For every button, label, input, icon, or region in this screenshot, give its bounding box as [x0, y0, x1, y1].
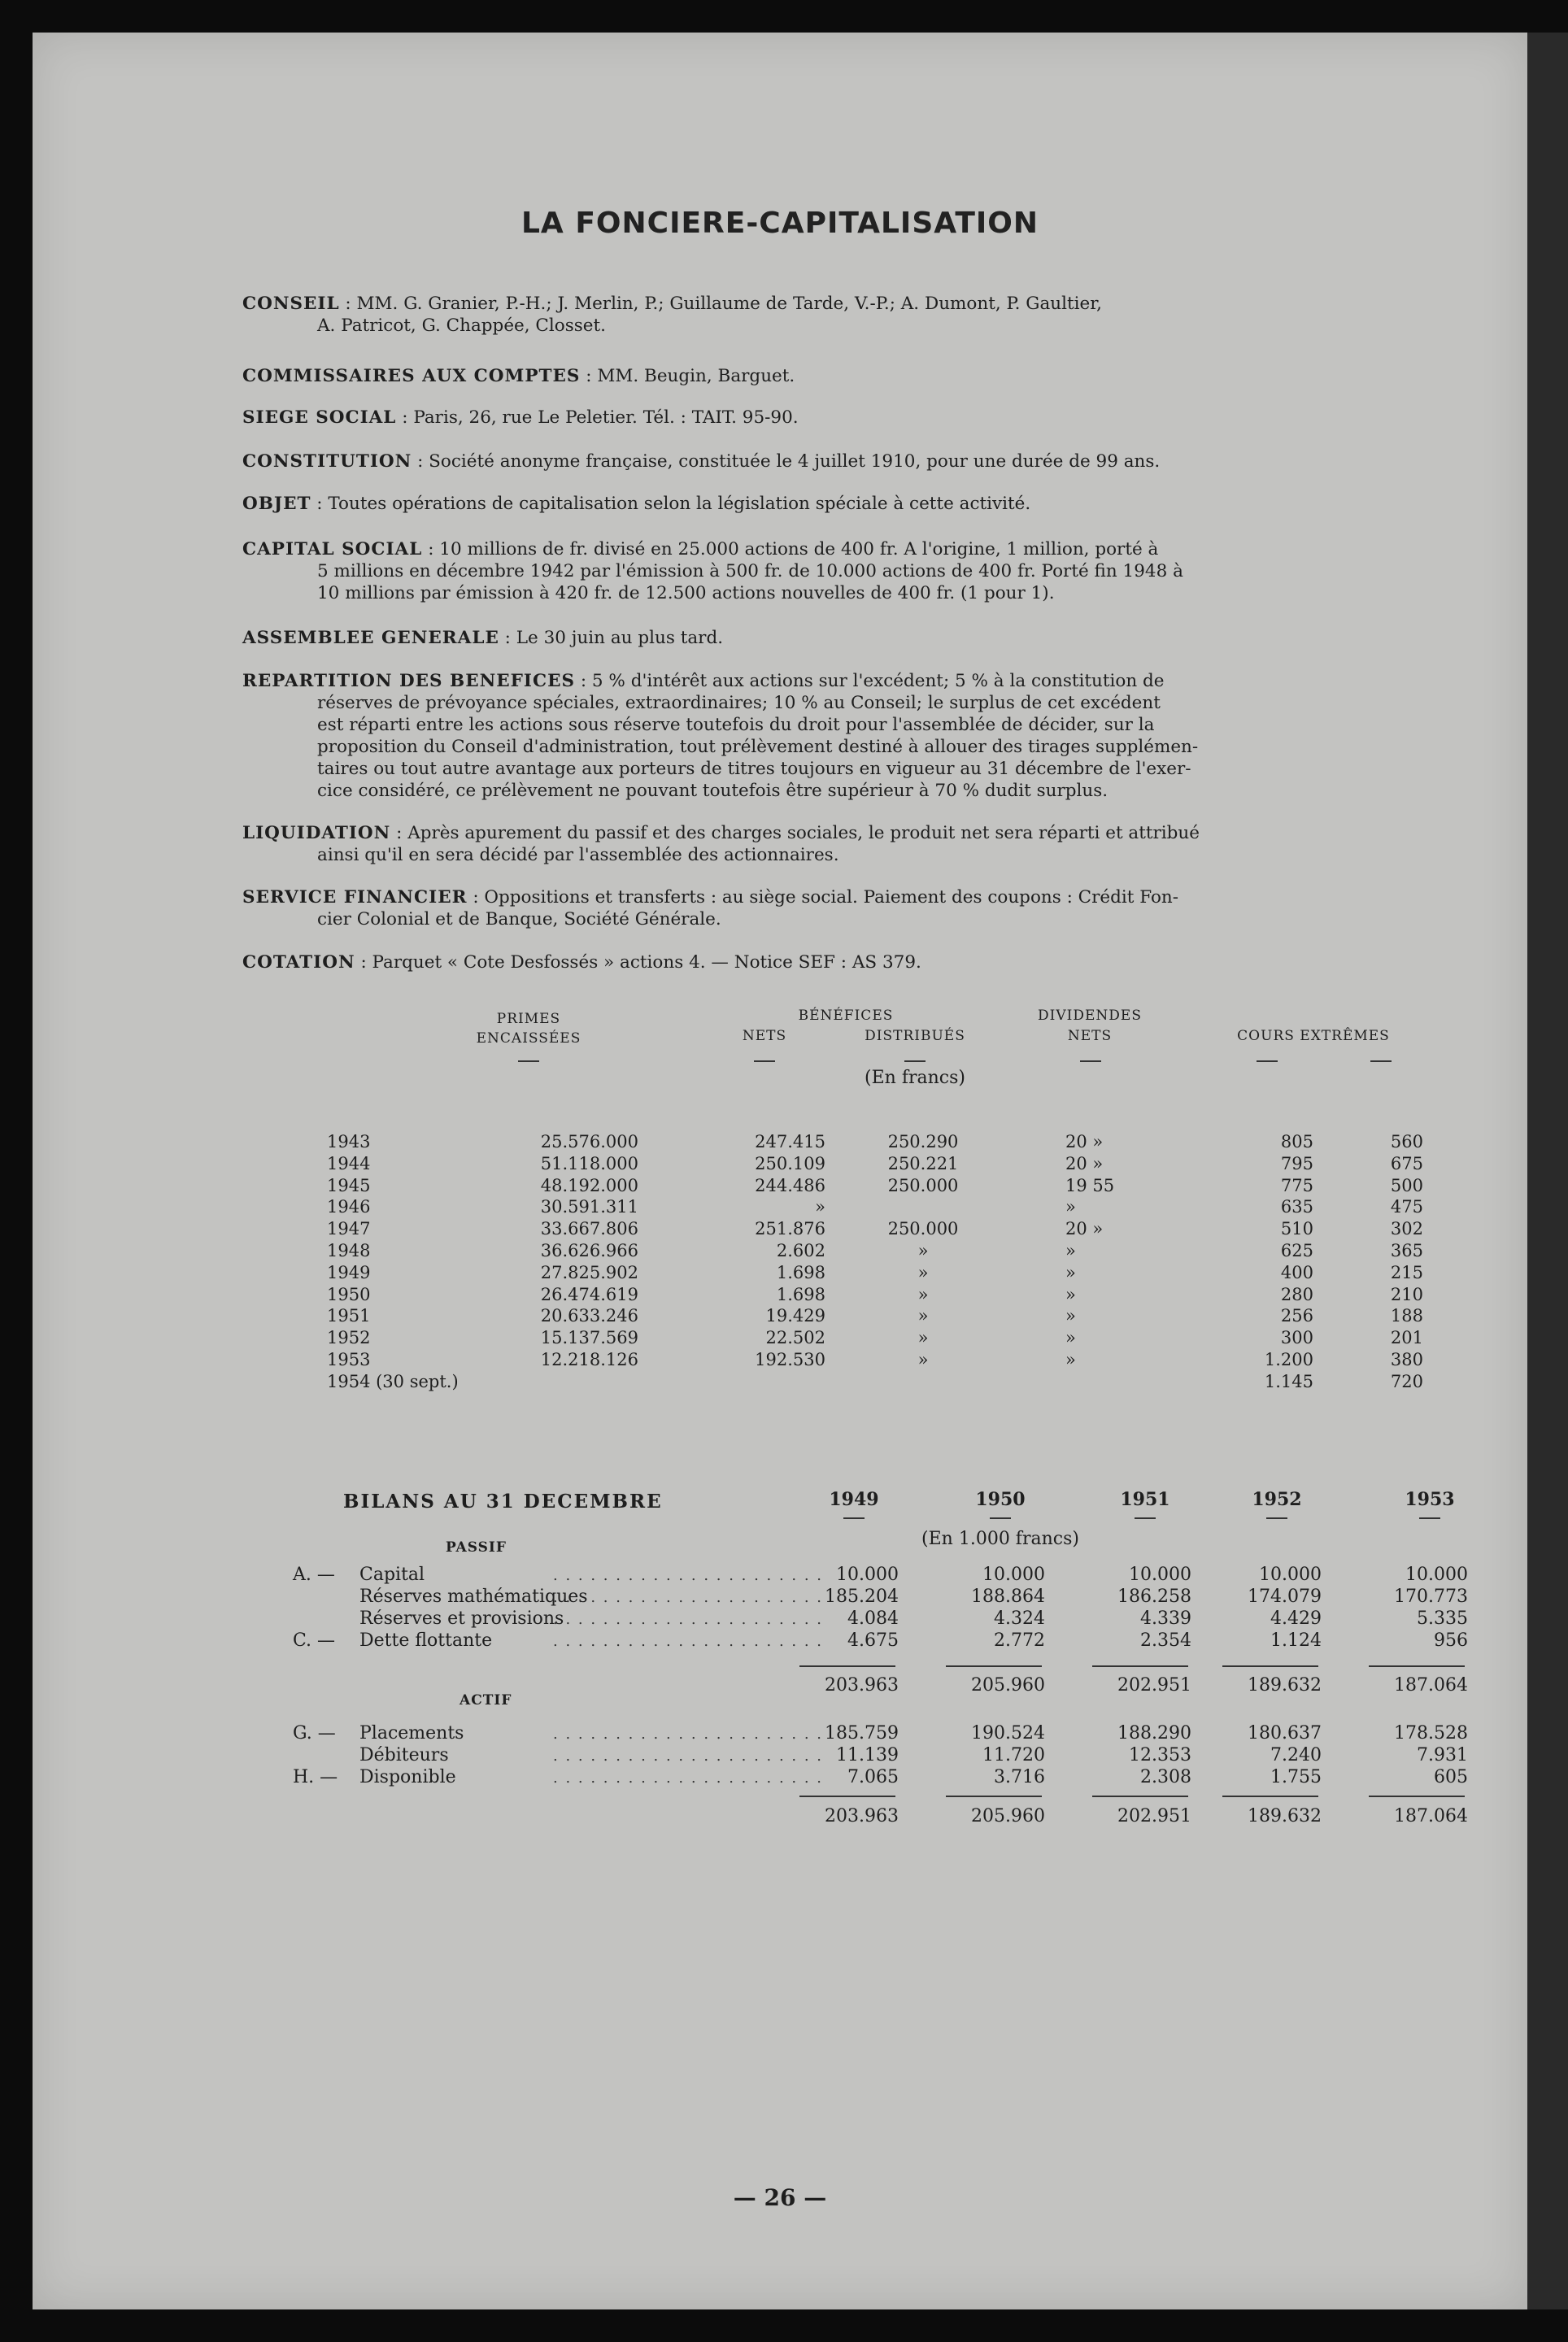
conseil-label: CONSEIL [242, 294, 340, 314]
header-dividendes: DIVIDENDES [1038, 1008, 1142, 1024]
stats-cell-year: 1944 [327, 1153, 371, 1173]
bilans-value: 10.000 [1129, 1565, 1191, 1585]
total-rule [946, 1796, 1042, 1797]
stats-cell-high: 1.200 [1264, 1350, 1313, 1369]
bilans-value: 188.290 [1117, 1723, 1191, 1743]
stats-cell-dist: » [917, 1241, 929, 1260]
stats-cell-dist: 250.000 [887, 1219, 959, 1239]
assemblee-text: : Le 30 juin au plus tard. [499, 628, 724, 648]
leader-dots: . . . . . . . . . . . . . . . . . . . . . . [553, 1567, 824, 1584]
bilans-value: 7.931 [1417, 1745, 1468, 1765]
stats-cell-primes: 27.825.902 [540, 1262, 638, 1282]
bilans-value: 178.528 [1394, 1723, 1468, 1743]
header-primes: PRIMES ENCAISSÉES [476, 1011, 581, 1047]
bilans-title: BILANS AU 31 DECEMBRE [343, 1491, 663, 1513]
leader-dots: . . . . . . . . . . . . . . . . . . . . . . [553, 1633, 824, 1650]
bilans-value: 5.335 [1417, 1608, 1468, 1629]
bilans-value: 11.139 [836, 1745, 899, 1765]
service-paragraph [242, 886, 1495, 930]
conseil-paragraph [242, 293, 1495, 337]
constitution-label: CONSTITUTION [242, 451, 412, 472]
bilans-value: 2.354 [1140, 1630, 1191, 1651]
header-dash [518, 1060, 539, 1062]
stats-cell-div: 19 55 [1065, 1175, 1115, 1195]
stats-cell-div: » [1065, 1284, 1076, 1304]
row-label: Dette flottante [359, 1630, 493, 1651]
stats-cell-low: 380 [1390, 1350, 1423, 1369]
repartition-text-3: est réparti entre les actions sous réserve toutefois du droit pour l'assemblée de décider, sur la [317, 715, 1155, 735]
repartition-paragraph [242, 670, 1495, 802]
stats-cell-primes: 51.118.000 [540, 1153, 638, 1173]
stats-cell-nets: » [815, 1197, 825, 1217]
row-prefix: A. — [293, 1565, 335, 1585]
document-page [33, 33, 1527, 2309]
stats-cell-high: 795 [1280, 1153, 1313, 1173]
bilans-total: 202.951 [1117, 1675, 1191, 1696]
stats-cell-low: 201 [1390, 1328, 1423, 1348]
row-label: Placements [359, 1723, 464, 1743]
bilans-value: 4.324 [994, 1608, 1045, 1629]
bilans-value: 185.204 [825, 1587, 899, 1607]
year-dash [1266, 1517, 1287, 1519]
stats-cell-dist: 250.000 [887, 1175, 959, 1195]
bilans-year: 1949 [829, 1489, 879, 1510]
stats-cell-nets: 244.486 [755, 1175, 825, 1195]
stats-cell-div: 20 » [1065, 1132, 1104, 1151]
stats-unit: (En francs) [865, 1068, 965, 1088]
stats-cell-year: 1946 [327, 1197, 371, 1217]
bilans-value: 10.000 [1405, 1565, 1468, 1585]
row-prefix: C. — [293, 1630, 336, 1651]
stats-cell-div: 20 » [1065, 1153, 1104, 1173]
total-rule [1092, 1796, 1188, 1797]
liquidation-text-2: ainsi qu'il en sera décidé par l'assemblée des actionnaires. [317, 845, 839, 865]
stats-cell-dist: » [917, 1350, 929, 1369]
stats-cell-dist: 250.290 [887, 1132, 959, 1151]
row-prefix: G. — [293, 1723, 336, 1743]
bilans-total: 187.064 [1394, 1675, 1468, 1696]
stats-cell-dist: » [917, 1262, 929, 1282]
stats-cell-div: 20 » [1065, 1219, 1104, 1239]
bilans-value: 4.429 [1270, 1608, 1322, 1629]
bilans-value: 956 [1434, 1630, 1468, 1651]
assemblee-label: ASSEMBLEE GENERALE [242, 628, 499, 648]
stats-cell-low: 675 [1390, 1153, 1423, 1173]
total-rule [1369, 1796, 1465, 1797]
header-dash [904, 1060, 926, 1062]
commissaires-label: COMMISSAIRES AUX COMPTES [242, 366, 581, 386]
bilans-value: 1.124 [1270, 1630, 1322, 1651]
bilans-value: 11.720 [982, 1745, 1045, 1765]
stats-cell-low: 475 [1390, 1197, 1423, 1217]
assemblee-paragraph [242, 627, 1495, 649]
leader-dots: . . . . . . . . . . . . . . . . . . . . . . [553, 1611, 824, 1628]
stats-cell-low: 560 [1390, 1132, 1423, 1151]
repartition-text-6: cice considéré, ce prélèvement ne pouvant toutefois être supérieur à 70 % dudit surplus. [317, 781, 1108, 801]
stats-cell-high: 775 [1280, 1175, 1313, 1195]
stats-cell-primes: 15.137.569 [540, 1328, 638, 1348]
header-benefices: BÉNÉFICES [798, 1008, 894, 1024]
stats-cell-primes: 26.474.619 [540, 1284, 638, 1304]
bilans-value: 4.675 [847, 1630, 899, 1651]
stats-cell-div: » [1065, 1262, 1076, 1282]
siege-text: : Paris, 26, rue Le Peletier. Tél. : TAIT. 95-90. [396, 407, 799, 428]
stats-cell-div: » [1065, 1241, 1076, 1260]
constitution-text: : Société anonyme française, constituée le 4 juillet 1910, pour une durée de 99 ans. [412, 451, 1161, 472]
commissaires-text: : MM. Beugin, Barguet. [580, 366, 795, 386]
bilans-year: 1951 [1120, 1489, 1170, 1510]
passif-label: PASSIF [446, 1539, 507, 1556]
year-dash [843, 1517, 865, 1519]
stats-cell-dist: » [917, 1306, 929, 1326]
total-rule [946, 1665, 1042, 1667]
bilans-total: 205.960 [971, 1806, 1045, 1826]
bilans-value: 174.079 [1248, 1587, 1322, 1607]
row-label: Réserves et provisions [359, 1608, 564, 1629]
header-div-nets: NETS [1067, 1028, 1113, 1044]
bilans-value: 12.353 [1129, 1745, 1191, 1765]
leader-dots: . . . . . . . . . . . . . . . . . . . . . . [553, 1589, 824, 1606]
liquidation-label: LIQUIDATION [242, 823, 391, 843]
stats-cell-year: 1952 [327, 1328, 371, 1348]
stats-cell-dist: » [917, 1328, 929, 1348]
total-rule [1369, 1665, 1465, 1667]
repartition-text-4: proposition du Conseil d'administration, tout prélèvement destiné à allouer des tirages supplémen- [317, 737, 1199, 757]
header-nets: NETS [742, 1028, 787, 1044]
stats-cell-primes: 48.192.000 [540, 1175, 638, 1195]
total-rule [799, 1665, 895, 1667]
constitution-paragraph [242, 451, 1495, 472]
stats-cell-low: 302 [1390, 1219, 1423, 1239]
header-distribues: DISTRIBUÉS [865, 1028, 965, 1044]
cotation-paragraph [242, 951, 1495, 973]
bilans-year: 1950 [975, 1489, 1026, 1510]
bilans-value: 1.755 [1270, 1767, 1322, 1787]
leader-dots: . . . . . . . . . . . . . . . . . . . . . . [553, 1748, 824, 1765]
stats-cell-high: 635 [1280, 1197, 1313, 1217]
bilans-value: 7.240 [1270, 1745, 1322, 1765]
stats-cell-year: 1953 [327, 1350, 371, 1369]
header-dash [754, 1060, 775, 1062]
stats-cell-nets: 1.698 [776, 1284, 825, 1304]
stats-cell-nets: 22.502 [765, 1328, 825, 1348]
stats-cell-high: 1.145 [1264, 1371, 1313, 1391]
stats-cell-high: 805 [1280, 1132, 1313, 1151]
repartition-label: REPARTITION DES BENEFICES [242, 671, 575, 691]
row-prefix: H. — [293, 1767, 338, 1787]
bilans-value: 4.339 [1140, 1608, 1191, 1629]
stats-cell-low: 500 [1390, 1175, 1423, 1195]
conseil-text: : MM. G. Granier, P.-H.; J. Merlin, P.; Guillaume de Tarde, V.-P.; A. Dumont, P. Gaultier, [339, 294, 1103, 314]
actif-label: ACTIF [460, 1692, 512, 1709]
service-label: SERVICE FINANCIER [242, 887, 468, 908]
capital-text-3: 10 millions par émission à 420 fr. de 12.500 actions nouvelles de 400 fr. (1 pour 1). [317, 583, 1055, 603]
stats-cell-high: 300 [1280, 1328, 1313, 1348]
stats-cell-primes: 12.218.126 [540, 1350, 638, 1369]
header-cours: COURS EXTRÊMES [1237, 1028, 1390, 1044]
bilans-value: 10.000 [836, 1565, 899, 1585]
capital-label: CAPITAL SOCIAL [242, 539, 423, 559]
bilans-value: 2.308 [1140, 1767, 1191, 1787]
bilans-total: 205.960 [971, 1675, 1045, 1696]
stats-cell-high: 510 [1280, 1219, 1313, 1239]
stats-cell-primes: 20.633.246 [540, 1306, 638, 1326]
stats-cell-nets: 1.698 [776, 1262, 825, 1282]
bilans-value: 2.772 [994, 1630, 1045, 1651]
stats-cell-high: 400 [1280, 1262, 1313, 1282]
bilans-value: 186.258 [1117, 1587, 1191, 1607]
bilans-value: 4.084 [847, 1608, 899, 1629]
total-rule [1092, 1665, 1188, 1667]
page-number: — 26 — [733, 2184, 827, 2211]
total-rule [799, 1796, 895, 1797]
year-dash [990, 1517, 1011, 1519]
bilans-total: 189.632 [1248, 1806, 1322, 1826]
bilans-value: 190.524 [971, 1723, 1045, 1743]
stats-cell-div: » [1065, 1197, 1076, 1217]
bilans-value: 605 [1434, 1767, 1468, 1787]
stats-cell-low: 365 [1390, 1241, 1423, 1260]
header-dash [1080, 1060, 1101, 1062]
stats-cell-primes: 33.667.806 [540, 1219, 638, 1239]
bilans-total: 203.963 [825, 1806, 899, 1826]
bilans-value: 7.065 [847, 1767, 899, 1787]
repartition-text-5: taires ou tout autre avantage aux porteurs de titres toujours en vigueur au 31 décembre de l'exer- [317, 759, 1191, 779]
stats-cell-high: 256 [1280, 1306, 1313, 1326]
stats-cell-low: 210 [1390, 1284, 1423, 1304]
bilans-value: 185.759 [825, 1723, 899, 1743]
stats-cell-year: 1943 [327, 1132, 371, 1151]
stats-cell-year: 1945 [327, 1175, 371, 1195]
siege-paragraph [242, 407, 1495, 429]
bilans-total: 187.064 [1394, 1806, 1468, 1826]
page-title: LA FONCIERE-CAPITALISATION [520, 207, 1039, 240]
bilans-year: 1953 [1405, 1489, 1455, 1510]
header-dash [1257, 1060, 1278, 1062]
stats-cell-year: 1948 [327, 1241, 371, 1260]
stats-cell-nets: 19.429 [765, 1306, 825, 1326]
capital-text-2: 5 millions en décembre 1942 par l'émission à 500 fr. de 10.000 actions de 400 fr. Porté fin 1948 à [317, 561, 1183, 581]
row-label: Capital [359, 1565, 425, 1585]
service-text: : Oppositions et transferts : au siège social. Paiement des coupons : Crédit Fon- [467, 887, 1179, 908]
row-label: Réserves mathématiques [359, 1587, 588, 1607]
objet-text: : Toutes opérations de capitalisation selon la législation spéciale à cette activité. [311, 494, 1031, 514]
stats-cell-nets: 251.876 [755, 1219, 825, 1239]
bilans-value: 188.864 [971, 1587, 1045, 1607]
stats-cell-high: 280 [1280, 1284, 1313, 1304]
repartition-text: : 5 % d'intérêt aux actions sur l'excédent; 5 % à la constitution de [575, 671, 1165, 691]
header-dash [1370, 1060, 1392, 1062]
liquidation-paragraph [242, 822, 1495, 866]
stats-cell-dist: » [917, 1284, 929, 1304]
leader-dots: . . . . . . . . . . . . . . . . . . . . . . [553, 1770, 824, 1787]
leader-dots: . . . . . . . . . . . . . . . . . . . . . . [553, 1726, 824, 1743]
stats-cell-low: 215 [1390, 1262, 1423, 1282]
bilans-value: 10.000 [1259, 1565, 1322, 1585]
bilans-total: 203.963 [825, 1675, 899, 1696]
stats-cell-div: » [1065, 1350, 1076, 1369]
stats-cell-div: » [1065, 1328, 1076, 1348]
liquidation-text: : Après apurement du passif et des charges sociales, le produit net sera réparti et attribué [390, 823, 1200, 843]
total-rule [1222, 1665, 1318, 1667]
row-label: Débiteurs [359, 1745, 449, 1765]
cotation-text: : Parquet « Cote Desfossés » actions 4. — Notice SEF : AS 379. [355, 952, 921, 973]
stats-cell-year: 1954 (30 sept.) [327, 1371, 459, 1391]
bilans-total: 189.632 [1248, 1675, 1322, 1696]
stats-cell-nets: 247.415 [755, 1132, 825, 1151]
objet-label: OBJET [242, 494, 311, 514]
row-label: Disponible [359, 1767, 456, 1787]
bilans-value: 170.773 [1394, 1587, 1468, 1607]
repartition-text-2: réserves de prévoyance spéciales, extraordinaires; 10 % au Conseil; le surplus de cet excédent [317, 693, 1161, 713]
bilans-value: 10.000 [982, 1565, 1045, 1585]
book-spine-shadow [1527, 33, 1568, 2309]
year-dash [1135, 1517, 1156, 1519]
stats-cell-nets: 2.602 [776, 1241, 825, 1260]
stats-cell-low: 720 [1390, 1371, 1423, 1391]
stats-cell-year: 1950 [327, 1284, 371, 1304]
siege-label: SIEGE SOCIAL [242, 407, 397, 428]
bilans-unit: (En 1.000 francs) [921, 1529, 1079, 1549]
capital-text: : 10 millions de fr. divisé en 25.000 actions de 400 fr. A l'origine, 1 million, porté à [422, 539, 1159, 559]
objet-paragraph [242, 493, 1495, 515]
total-rule [1222, 1796, 1318, 1797]
stats-cell-primes: 25.576.000 [540, 1132, 638, 1151]
stats-cell-nets: 250.109 [755, 1153, 825, 1173]
stats-cell-year: 1951 [327, 1306, 371, 1326]
stats-cell-nets: 192.530 [755, 1350, 825, 1369]
stats-cell-primes: 36.626.966 [540, 1241, 638, 1260]
bilans-value: 180.637 [1248, 1723, 1322, 1743]
service-text-2: cier Colonial et de Banque, Société Générale. [317, 909, 721, 929]
year-dash [1419, 1517, 1440, 1519]
capital-paragraph [242, 538, 1495, 604]
stats-cell-low: 188 [1390, 1306, 1423, 1326]
bilans-value: 3.716 [994, 1767, 1045, 1787]
stats-cell-year: 1949 [327, 1262, 371, 1282]
commissaires-paragraph [242, 365, 1495, 387]
stats-cell-dist: 250.221 [887, 1153, 959, 1173]
stats-cell-div: » [1065, 1306, 1076, 1326]
stats-cell-primes: 30.591.311 [540, 1197, 638, 1217]
conseil-text-2: A. Patricot, G. Chappée, Closset. [317, 316, 606, 336]
bilans-year: 1952 [1252, 1489, 1302, 1510]
stats-cell-year: 1947 [327, 1219, 371, 1239]
cotation-label: COTATION [242, 952, 355, 973]
stats-cell-high: 625 [1280, 1241, 1313, 1260]
bilans-total: 202.951 [1117, 1806, 1191, 1826]
